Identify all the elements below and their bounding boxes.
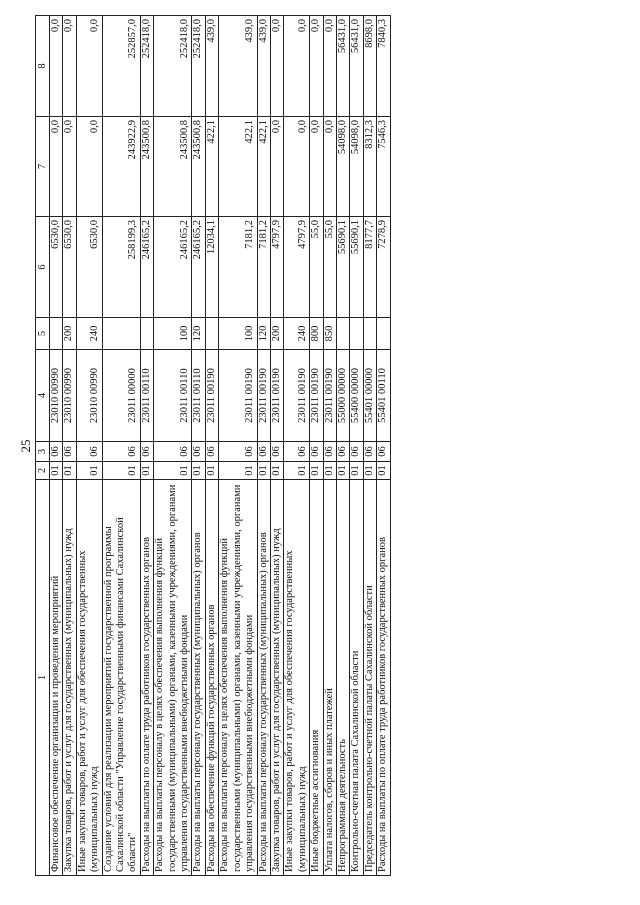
subsection-code-cell: 06 — [310, 442, 323, 462]
target-article-cell: 55400 00000 — [350, 350, 363, 442]
subsection-code-cell: 06 — [284, 442, 310, 462]
amount-cell: 243500,8 — [192, 117, 205, 217]
target-article-cell: 23011 00190 — [219, 350, 257, 442]
item-name-cell: Контрольно-счетная палата Сахалинской области — [350, 480, 363, 876]
budget-table — [35, 15, 391, 876]
section-code-cell: 01 — [377, 462, 390, 480]
table-row — [323, 16, 336, 876]
subsection-code-cell: 06 — [219, 442, 257, 462]
amount-cell: 7546,3 — [377, 117, 390, 217]
subsection-code-cell: 06 — [50, 442, 63, 462]
item-name-cell: Иные бюджетные ассигнования — [310, 480, 323, 876]
item-name-cell: Уплата налогов, сборов и иных платежей — [323, 480, 336, 876]
table-row — [50, 16, 63, 876]
amount-cell: 439,0 — [219, 16, 257, 117]
section-code-cell: 01 — [350, 462, 363, 480]
section-code-cell: 01 — [102, 462, 140, 480]
amount-cell: 422,1 — [257, 117, 270, 217]
target-article-cell: 55401 00110 — [377, 350, 390, 442]
column-header: 3 — [36, 442, 50, 462]
amount-cell: 54098,0 — [336, 117, 349, 217]
subsection-code-cell: 06 — [140, 442, 153, 462]
item-name-cell: Расходы на выплаты по оплате труда работников государственных органов — [377, 480, 390, 876]
target-article-cell: 23011 00190 — [270, 350, 283, 442]
target-article-cell: 23011 00110 — [192, 350, 205, 442]
table-row — [154, 16, 192, 876]
amount-cell: 8177,7 — [363, 217, 376, 318]
table-row — [192, 16, 205, 876]
subsection-code-cell: 06 — [205, 442, 218, 462]
amount-cell: 0,0 — [310, 16, 323, 117]
subsection-code-cell: 06 — [76, 442, 102, 462]
item-name-cell: Расходы на выплаты персоналу государственных (муниципальных) органов — [257, 480, 270, 876]
target-article-cell: 23010 00990 — [63, 350, 76, 442]
subsection-code-cell: 06 — [63, 442, 76, 462]
item-name-cell: Расходы на выплаты персоналу в целях обеспечения выполнения функций государственными (муниципальными) органами, казенными учреждениями, органами управления государственными внебюджетными фондами — [219, 480, 257, 876]
amount-cell: 54098,0 — [350, 117, 363, 217]
amount-cell: 7181,2 — [219, 217, 257, 318]
target-article-cell: 23011 00190 — [310, 350, 323, 442]
amount-cell: 0,0 — [323, 16, 336, 117]
table-row — [102, 16, 140, 876]
page-number: 25 — [18, 439, 33, 453]
amount-cell: 0,0 — [310, 117, 323, 217]
section-code-cell: 01 — [310, 462, 323, 480]
target-article-cell: 23011 00110 — [154, 350, 192, 442]
amount-cell: 0,0 — [63, 117, 76, 217]
table-row — [76, 16, 102, 876]
amount-cell: 252418,0 — [154, 16, 192, 117]
amount-cell: 0,0 — [63, 16, 76, 117]
table-row — [270, 16, 283, 876]
section-code-cell: 01 — [363, 462, 376, 480]
table-row — [363, 16, 376, 876]
section-code-cell: 01 — [192, 462, 205, 480]
item-name-cell: Закупка товаров, работ и услуг для государственных (муниципальных) нужд — [270, 480, 283, 876]
expense-type-cell: 800 — [310, 318, 323, 350]
target-article-cell: 23011 00190 — [257, 350, 270, 442]
amount-cell: 0,0 — [284, 117, 310, 217]
target-article-cell: 23011 00110 — [140, 350, 153, 442]
subsection-code-cell: 06 — [102, 442, 140, 462]
section-code-cell: 01 — [50, 462, 63, 480]
amount-cell: 246165,2 — [140, 217, 153, 318]
section-code-cell: 01 — [76, 462, 102, 480]
expense-type-cell — [350, 318, 363, 350]
amount-cell: 6530,0 — [76, 217, 102, 318]
amount-cell: 4797,9 — [284, 217, 310, 318]
section-code-cell: 01 — [219, 462, 257, 480]
amount-cell: 7181,2 — [257, 217, 270, 318]
amount-cell: 439,0 — [205, 16, 218, 117]
table-row — [219, 16, 257, 876]
column-header: 4 — [36, 350, 50, 442]
amount-cell: 7278,9 — [377, 217, 390, 318]
expense-type-cell: 240 — [76, 318, 102, 350]
section-code-cell: 01 — [154, 462, 192, 480]
expense-type-cell: 100 — [154, 318, 192, 350]
target-article-cell: 23010 00990 — [76, 350, 102, 442]
expense-type-cell — [205, 318, 218, 350]
amount-cell: 6530,0 — [50, 217, 63, 318]
amount-cell: 12034,1 — [205, 217, 218, 318]
table-row — [310, 16, 323, 876]
item-name-cell: Иные закупки товаров, работ и услуг для обеспечения государственных (муниципальных) нужд — [284, 480, 310, 876]
amount-cell: 252418,0 — [140, 16, 153, 117]
rotated-content — [15, 16, 625, 876]
amount-cell: 0,0 — [76, 16, 102, 117]
item-name-cell: Финансовое обеспечение организации и проведения мероприятий — [50, 480, 63, 876]
expense-type-cell — [140, 318, 153, 350]
expense-type-cell: 240 — [284, 318, 310, 350]
amount-cell: 0,0 — [50, 16, 63, 117]
target-article-cell: 23011 00190 — [323, 350, 336, 442]
subsection-code-cell: 06 — [192, 442, 205, 462]
subsection-code-cell: 06 — [377, 442, 390, 462]
expense-type-cell: 100 — [219, 318, 257, 350]
expense-type-cell: 120 — [192, 318, 205, 350]
item-name-cell: Расходы на выплаты персоналу в целях обеспечения выполнения функций государственными (муниципальными) органами, казенными учреждениями, органами управления государственными внебюджетными фондами — [154, 480, 192, 876]
amount-cell: 7840,3 — [377, 16, 390, 117]
section-code-cell: 01 — [270, 462, 283, 480]
table-row — [377, 16, 390, 876]
table-row — [205, 16, 218, 876]
amount-cell: 0,0 — [270, 16, 283, 117]
amount-cell: 422,1 — [205, 117, 218, 217]
section-code-cell: 01 — [205, 462, 218, 480]
target-article-cell: 55000 00000 — [336, 350, 349, 442]
amount-cell: 55,0 — [323, 217, 336, 318]
amount-cell: 243500,8 — [154, 117, 192, 217]
section-code-cell: 01 — [257, 462, 270, 480]
table-row — [140, 16, 153, 876]
amount-cell: 56431,0 — [336, 16, 349, 117]
amount-cell: 0,0 — [284, 16, 310, 117]
item-name-cell: Председатель контрольно-счетной палаты Сахалинской области — [363, 480, 376, 876]
amount-cell: 246165,2 — [192, 217, 205, 318]
amount-cell: 0,0 — [270, 117, 283, 217]
amount-cell: 56431,0 — [350, 16, 363, 117]
item-name-cell: Закупка товаров, работ и услуг для государственных (муниципальных) нужд — [63, 480, 76, 876]
table-row — [350, 16, 363, 876]
target-article-cell: 23010 00990 — [50, 350, 63, 442]
column-header: 7 — [36, 117, 50, 217]
section-code-cell: 01 — [284, 462, 310, 480]
amount-cell: 0,0 — [76, 117, 102, 217]
amount-cell: 252857,0 — [102, 16, 140, 117]
subsection-code-cell: 06 — [257, 442, 270, 462]
item-name-cell: Расходы на выплаты по оплате труда работников государственных органов — [140, 480, 153, 876]
item-name-cell: Расходы на выплаты персоналу государственных (муниципальных) органов — [192, 480, 205, 876]
column-header: 6 — [36, 217, 50, 318]
table-body — [50, 16, 391, 876]
section-code-cell: 01 — [63, 462, 76, 480]
expense-type-cell: 200 — [270, 318, 283, 350]
amount-cell: 55690,1 — [350, 217, 363, 318]
item-name-cell: Иные закупки товаров, работ и услуг для обеспечения государственных (муниципальных) нужд — [76, 480, 102, 876]
amount-cell: 252418,0 — [192, 16, 205, 117]
amount-cell: 55690,1 — [336, 217, 349, 318]
table-row — [257, 16, 270, 876]
subsection-code-cell: 06 — [363, 442, 376, 462]
table-row — [63, 16, 76, 876]
amount-cell: 0,0 — [323, 117, 336, 217]
column-header: 1 — [36, 480, 50, 876]
item-name-cell: Непрограммная деятельность — [336, 480, 349, 876]
column-header: 8 — [36, 16, 50, 117]
amount-cell: 422,1 — [219, 117, 257, 217]
column-header: 2 — [36, 462, 50, 480]
item-name-cell: Создание условий для реализации мероприятий государственной программы Сахалинской области "Управление государственными финансами Сахалинской области" — [102, 480, 140, 876]
section-code-cell: 01 — [336, 462, 349, 480]
target-article-cell: 23011 00000 — [102, 350, 140, 442]
amount-cell: 246165,2 — [154, 217, 192, 318]
expense-type-cell — [363, 318, 376, 350]
expense-type-cell — [102, 318, 140, 350]
subsection-code-cell: 06 — [323, 442, 336, 462]
amount-cell: 4797,9 — [270, 217, 283, 318]
table-row — [284, 16, 310, 876]
amount-cell: 243922,9 — [102, 117, 140, 217]
item-name-cell: Расходы на обеспечение функций государственных органов — [205, 480, 218, 876]
header-row — [36, 16, 50, 876]
amount-cell: 243500,8 — [140, 117, 153, 217]
amount-cell: 55,0 — [310, 217, 323, 318]
amount-cell: 8698,0 — [363, 16, 376, 117]
expense-type-cell — [50, 318, 63, 350]
amount-cell: 0,0 — [50, 117, 63, 217]
column-header: 5 — [36, 318, 50, 350]
expense-type-cell: 850 — [323, 318, 336, 350]
target-article-cell: 23011 00190 — [205, 350, 218, 442]
amount-cell: 8312,3 — [363, 117, 376, 217]
expense-type-cell — [377, 318, 390, 350]
expense-type-cell — [336, 318, 349, 350]
subsection-code-cell: 06 — [350, 442, 363, 462]
target-article-cell: 55401 00000 — [363, 350, 376, 442]
expense-type-cell: 200 — [63, 318, 76, 350]
subsection-code-cell: 06 — [336, 442, 349, 462]
subsection-code-cell: 06 — [270, 442, 283, 462]
section-code-cell: 01 — [323, 462, 336, 480]
amount-cell: 258199,3 — [102, 217, 140, 318]
target-article-cell: 23011 00190 — [284, 350, 310, 442]
table-row — [336, 16, 349, 876]
subsection-code-cell: 06 — [154, 442, 192, 462]
amount-cell: 6530,0 — [63, 217, 76, 318]
amount-cell: 439,0 — [257, 16, 270, 117]
section-code-cell: 01 — [140, 462, 153, 480]
expense-type-cell: 120 — [257, 318, 270, 350]
